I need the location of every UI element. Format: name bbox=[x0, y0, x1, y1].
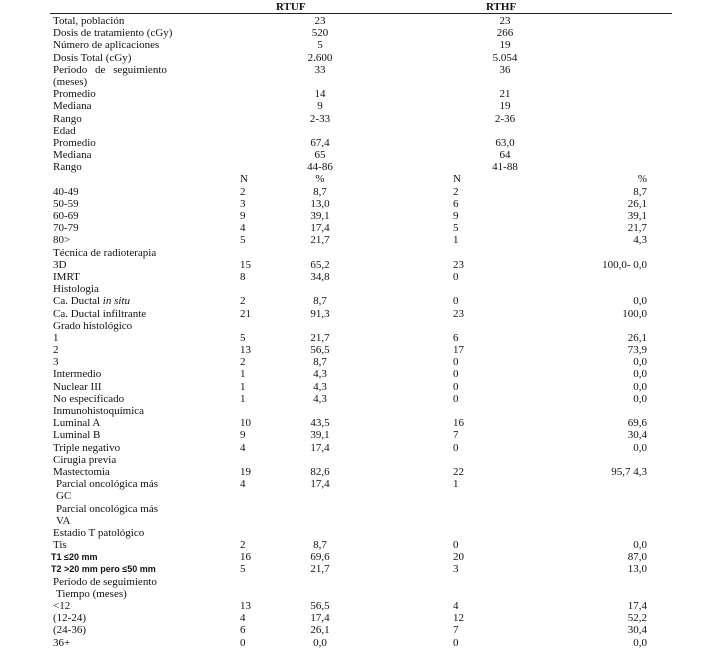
rthf-count: 17 bbox=[453, 344, 464, 357]
row-label-text: Triple negativo bbox=[53, 441, 121, 454]
row-label-text: VA bbox=[56, 514, 71, 527]
row-label bbox=[53, 15, 124, 27]
table-row bbox=[0, 173, 708, 185]
row-label-text: (meses) bbox=[53, 75, 88, 88]
row-label-text: 1 bbox=[53, 331, 59, 344]
rtuf-value: 23 bbox=[314, 15, 326, 27]
table-row bbox=[0, 442, 708, 454]
row-label bbox=[53, 637, 70, 649]
row-label bbox=[56, 503, 158, 515]
table-row bbox=[0, 295, 708, 307]
rtuf-value: 34,8 bbox=[310, 270, 330, 283]
rthf-count: 0 bbox=[453, 539, 459, 552]
rtuf-value: 26,1 bbox=[310, 624, 330, 637]
rthf-count: 5 bbox=[453, 222, 459, 235]
rthf-percent: 8,7 bbox=[633, 185, 647, 198]
rthf-count: 0 bbox=[453, 295, 459, 308]
header-rthf: RTHF bbox=[486, 1, 517, 13]
rtuf-count: 1 bbox=[240, 392, 246, 405]
rtuf-count: N bbox=[240, 173, 248, 186]
row-label bbox=[53, 52, 131, 64]
table-row bbox=[0, 429, 708, 441]
row-label-text: 60-69 bbox=[53, 210, 79, 222]
rthf-percent: 69,6 bbox=[627, 417, 647, 430]
rtuf-value: 65 bbox=[314, 149, 326, 162]
row-label bbox=[53, 454, 116, 466]
row-label-text: Rango bbox=[53, 112, 82, 125]
rthf-count: 7 bbox=[453, 429, 459, 442]
table-row bbox=[0, 27, 708, 39]
rthf-percent: 39,1 bbox=[627, 210, 647, 222]
table-row bbox=[0, 186, 708, 198]
table-row bbox=[0, 600, 708, 612]
row-label bbox=[53, 125, 76, 137]
row-label bbox=[53, 76, 87, 88]
row-label bbox=[53, 198, 79, 210]
rtuf-count: 4 bbox=[240, 441, 246, 454]
rtuf-value: 17,4 bbox=[310, 478, 330, 491]
row-label bbox=[53, 295, 130, 307]
rtuf-count: 4 bbox=[240, 222, 246, 235]
table-row bbox=[0, 271, 708, 283]
rtuf-value: 520 bbox=[311, 27, 329, 40]
rthf-value: 23 bbox=[499, 15, 511, 27]
rthf-count: 0 bbox=[453, 368, 459, 381]
table-row bbox=[0, 76, 708, 88]
table-row bbox=[0, 503, 708, 515]
rtuf-value: 8,7 bbox=[313, 356, 327, 369]
row-label bbox=[53, 539, 67, 551]
rthf-count: 0 bbox=[453, 392, 459, 405]
rthf-count: 0 bbox=[453, 356, 459, 369]
rtuf-value: 21,7 bbox=[310, 234, 330, 247]
data-table bbox=[0, 15, 708, 649]
rthf-count: 23 bbox=[453, 307, 464, 320]
rthf-count: 1 bbox=[453, 478, 459, 491]
row-label bbox=[53, 161, 82, 173]
rtuf-value: 2-33 bbox=[309, 112, 331, 125]
row-label bbox=[53, 576, 157, 588]
rtuf-count: 9 bbox=[240, 210, 246, 222]
rtuf-value: 56,5 bbox=[310, 600, 330, 612]
table-row bbox=[0, 259, 708, 271]
row-label-text: 70-79 bbox=[53, 222, 79, 235]
row-label-text: T2 >20 mm pero ≤50 mm bbox=[51, 564, 156, 575]
rthf-percent: 0,0 bbox=[633, 368, 647, 381]
rtuf-count: 5 bbox=[240, 234, 246, 247]
rtuf-count: 21 bbox=[240, 307, 251, 320]
rthf-count: 2 bbox=[453, 185, 459, 198]
rtuf-count: 19 bbox=[240, 465, 251, 478]
rtuf-count: 2 bbox=[240, 295, 246, 308]
rtuf-count: 0 bbox=[240, 636, 246, 649]
row-label-text: GC bbox=[56, 490, 72, 503]
table-row bbox=[0, 405, 708, 417]
row-label-text: Grado histológico bbox=[53, 319, 133, 332]
table-row bbox=[0, 320, 708, 332]
row-label-text: (24-36) bbox=[53, 624, 86, 637]
rtuf-value: 13,0 bbox=[310, 197, 330, 210]
rthf-percent: 100,0 bbox=[622, 307, 647, 320]
table-row bbox=[0, 624, 708, 636]
rthf-value: 2-36 bbox=[494, 112, 516, 125]
rtuf-count: 4 bbox=[240, 612, 246, 625]
table-row bbox=[0, 637, 708, 649]
row-label bbox=[53, 600, 70, 612]
row-label-text: Parcial oncológica más bbox=[56, 502, 159, 515]
row-label bbox=[56, 490, 71, 502]
rthf-count: 16 bbox=[453, 417, 464, 430]
row-label bbox=[56, 588, 127, 600]
row-label-text: <12 bbox=[53, 600, 71, 612]
row-label bbox=[53, 624, 86, 636]
rtuf-value: 4,3 bbox=[313, 368, 327, 381]
table-row bbox=[0, 332, 708, 344]
row-label-text: Número de aplicaciones bbox=[53, 39, 160, 52]
rtuf-value: 56,5 bbox=[310, 344, 330, 357]
row-label-text: Dosis de tratamiento (cGy) bbox=[53, 27, 173, 40]
table-row bbox=[0, 551, 708, 563]
row-label-text: Parcial oncológica más bbox=[56, 478, 159, 491]
row-label bbox=[53, 442, 120, 454]
row-label bbox=[53, 429, 100, 441]
row-label-text: Mastectomia bbox=[53, 465, 110, 478]
rtuf-value: 69,6 bbox=[310, 551, 330, 564]
rtuf-value: 9 bbox=[317, 100, 323, 113]
row-label bbox=[53, 137, 96, 149]
rtuf-count: 9 bbox=[240, 429, 246, 442]
rthf-percent: 13,0 bbox=[627, 563, 647, 576]
rtuf-count: 16 bbox=[240, 551, 251, 564]
row-label-text: Periodo de seguimiento bbox=[53, 63, 167, 76]
rthf-value: 36 bbox=[499, 63, 511, 76]
row-label bbox=[53, 27, 172, 39]
rthf-count: 22 bbox=[453, 465, 464, 478]
rtuf-value: 8,7 bbox=[313, 539, 327, 552]
row-label-text: Edad bbox=[53, 124, 76, 137]
rtuf-count: 1 bbox=[240, 380, 246, 393]
rtuf-value: 4,3 bbox=[313, 392, 327, 405]
table-row bbox=[0, 356, 708, 368]
table-row bbox=[0, 454, 708, 466]
table-row bbox=[0, 113, 708, 125]
row-label bbox=[51, 551, 97, 563]
table-row bbox=[0, 125, 708, 137]
rthf-percent: 26,1 bbox=[627, 197, 647, 210]
row-label bbox=[53, 417, 100, 429]
row-label-text: 40-49 bbox=[53, 185, 79, 198]
row-label-text: Luminal A bbox=[53, 417, 101, 430]
table-row bbox=[0, 64, 708, 76]
table-row bbox=[0, 15, 708, 27]
row-label bbox=[53, 100, 91, 112]
table-row bbox=[0, 161, 708, 173]
row-label bbox=[53, 344, 59, 356]
rtuf-value: 44-86 bbox=[307, 161, 333, 174]
rthf-count: 12 bbox=[453, 612, 464, 625]
table-row bbox=[0, 515, 708, 527]
row-label-text: Estadio T patológico bbox=[53, 526, 145, 539]
row-label bbox=[53, 356, 59, 368]
rthf-percent: 52,2 bbox=[627, 612, 647, 625]
table-row bbox=[0, 210, 708, 222]
row-label bbox=[53, 271, 80, 283]
rthf-count: 1 bbox=[453, 234, 459, 247]
rthf-percent: 30,4 bbox=[627, 624, 647, 637]
table-row bbox=[0, 417, 708, 429]
rthf-percent: % bbox=[637, 173, 647, 186]
rtuf-value: 65,2 bbox=[310, 258, 330, 271]
rtuf-count: 1 bbox=[240, 368, 246, 381]
table-top-rule bbox=[50, 13, 672, 14]
rthf-percent: 0,0 bbox=[633, 441, 647, 454]
row-label bbox=[53, 320, 132, 332]
row-label bbox=[53, 393, 124, 405]
rthf-value: 21 bbox=[499, 88, 511, 101]
rthf-percent: 0,0 bbox=[633, 392, 647, 405]
rthf-count: 0 bbox=[453, 270, 459, 283]
row-label-text: Ca. Ductal infiltrante bbox=[53, 307, 147, 320]
row-label-text: Promedio bbox=[53, 88, 96, 101]
rtuf-value: 17,4 bbox=[310, 612, 330, 625]
row-label-text: Cirugia previa bbox=[53, 453, 117, 466]
row-label-text: Nuclear III bbox=[53, 380, 102, 393]
rtuf-count: 8 bbox=[240, 270, 246, 283]
rthf-count: 6 bbox=[453, 197, 459, 210]
row-label-text: (12-24) bbox=[53, 612, 86, 625]
row-label bbox=[53, 259, 66, 271]
rtuf-count: 6 bbox=[240, 624, 246, 637]
table-row bbox=[0, 368, 708, 380]
rthf-percent: 0,0 bbox=[633, 295, 647, 308]
row-label bbox=[53, 283, 99, 295]
table-row bbox=[0, 539, 708, 551]
row-label bbox=[53, 368, 101, 380]
row-label-text: T1 ≤20 mm bbox=[51, 552, 98, 563]
rtuf-value: 21,7 bbox=[310, 331, 330, 344]
row-label-text: Promedio bbox=[53, 136, 96, 149]
rtuf-value: 67,4 bbox=[310, 136, 330, 149]
table-row bbox=[0, 52, 708, 64]
row-label bbox=[53, 381, 102, 393]
rthf-percent: 17,4 bbox=[627, 600, 647, 612]
rtuf-value: 8,7 bbox=[313, 295, 327, 308]
rthf-count: 0 bbox=[453, 636, 459, 649]
row-label bbox=[53, 113, 82, 125]
row-label-text: IMRT bbox=[53, 270, 80, 283]
row-label bbox=[51, 563, 156, 575]
row-label-text: 80> bbox=[53, 234, 71, 247]
rtuf-count: 4 bbox=[240, 478, 246, 491]
rtuf-count: 13 bbox=[240, 600, 251, 612]
rthf-percent: 0,0 bbox=[633, 539, 647, 552]
row-label-text: Tis bbox=[53, 539, 67, 552]
table-row bbox=[0, 563, 708, 575]
table-row bbox=[0, 198, 708, 210]
rtuf-count: 5 bbox=[240, 563, 246, 576]
row-label-text: Tiempo (meses) bbox=[56, 587, 127, 600]
row-label bbox=[53, 234, 70, 246]
rthf-percent: 87,0 bbox=[627, 551, 647, 564]
rthf-percent: 30,4 bbox=[627, 429, 647, 442]
row-label bbox=[53, 149, 91, 161]
row-label-text: 50-59 bbox=[53, 197, 79, 210]
row-label-italic: in situ bbox=[102, 295, 130, 308]
row-label-text: 2 bbox=[53, 344, 59, 357]
rthf-count: 0 bbox=[453, 380, 459, 393]
rthf-count: 20 bbox=[453, 551, 464, 564]
table-row bbox=[0, 344, 708, 356]
rthf-value: 41-88 bbox=[492, 161, 518, 174]
rthf-percent: 26,1 bbox=[627, 331, 647, 344]
row-label-text: Luminal B bbox=[53, 429, 101, 442]
rtuf-value: 33 bbox=[314, 63, 326, 76]
rthf-value: 19 bbox=[499, 39, 511, 52]
row-label bbox=[53, 527, 144, 539]
table-row bbox=[0, 88, 708, 100]
table-row bbox=[0, 247, 708, 259]
rtuf-count: 3 bbox=[240, 197, 246, 210]
rtuf-value: 21,7 bbox=[310, 563, 330, 576]
rtuf-value: 8,7 bbox=[313, 185, 327, 198]
row-label-text: Histologia bbox=[53, 283, 99, 296]
table-row bbox=[0, 527, 708, 539]
rthf-value: 19 bbox=[499, 100, 511, 113]
row-label-text: Técnica de radioterapia bbox=[53, 246, 157, 259]
rtuf-value: 91,3 bbox=[310, 307, 330, 320]
row-label-text: 3D bbox=[53, 258, 67, 271]
rthf-count: N bbox=[453, 173, 461, 186]
rtuf-value: 4,3 bbox=[313, 380, 327, 393]
rtuf-value: 39,1 bbox=[310, 429, 330, 442]
rtuf-count: 2 bbox=[240, 539, 246, 552]
rtuf-value: 17,4 bbox=[310, 441, 330, 454]
row-label-text: 3 bbox=[53, 356, 59, 369]
table-row bbox=[0, 576, 708, 588]
table-row bbox=[0, 308, 708, 320]
rthf-percent: 95,7 4,3 bbox=[611, 465, 647, 478]
row-label-text: Mediana bbox=[53, 100, 92, 113]
row-label-text: No especificado bbox=[53, 392, 125, 405]
table-row bbox=[0, 283, 708, 295]
rthf-percent: 0,0 bbox=[633, 636, 647, 649]
rtuf-value: 0,0 bbox=[313, 636, 327, 649]
rthf-count: 9 bbox=[453, 210, 459, 222]
row-label bbox=[53, 64, 167, 76]
rtuf-value: 82,6 bbox=[310, 465, 330, 478]
row-label-text: Rango bbox=[53, 161, 82, 174]
row-label bbox=[53, 332, 59, 344]
rtuf-count: 15 bbox=[240, 258, 251, 271]
rthf-value: 5.054 bbox=[492, 51, 518, 64]
table-row bbox=[0, 612, 708, 624]
rtuf-count: 13 bbox=[240, 344, 251, 357]
row-label-text: Periodo de seguimiento bbox=[53, 575, 157, 588]
table-row bbox=[0, 490, 708, 502]
row-label bbox=[53, 222, 79, 234]
row-label-text: Total, población bbox=[53, 15, 125, 27]
rtuf-value: 5 bbox=[317, 39, 323, 52]
row-label-text: Ca. Ductal bbox=[53, 295, 103, 308]
rthf-count: 6 bbox=[453, 331, 459, 344]
table-row bbox=[0, 39, 708, 51]
rthf-percent: 21,7 bbox=[627, 222, 647, 235]
rtuf-count: 5 bbox=[240, 331, 246, 344]
table-row bbox=[0, 466, 708, 478]
rtuf-count: 2 bbox=[240, 356, 246, 369]
row-label bbox=[53, 210, 79, 222]
table-row bbox=[0, 100, 708, 112]
row-label bbox=[56, 478, 158, 490]
table-row bbox=[0, 149, 708, 161]
rthf-percent: 73,9 bbox=[627, 344, 647, 357]
rthf-count: 3 bbox=[453, 563, 459, 576]
row-label-text: Inmunohistoquímica bbox=[53, 405, 145, 417]
rthf-percent: 100,0- 0,0 bbox=[602, 258, 647, 271]
rthf-value: 63,0 bbox=[495, 136, 515, 149]
header-rtuf: RTUF bbox=[276, 1, 306, 13]
rthf-value: 266 bbox=[496, 27, 514, 40]
row-label bbox=[53, 308, 146, 320]
row-label bbox=[53, 39, 159, 51]
rthf-count: 7 bbox=[453, 624, 459, 637]
table-row bbox=[0, 478, 708, 490]
rtuf-value: 39,1 bbox=[310, 210, 330, 222]
row-label-text: Mediana bbox=[53, 149, 92, 162]
rthf-count: 23 bbox=[453, 258, 464, 271]
row-label-text: Dosis Total (cGy) bbox=[53, 51, 132, 64]
table-row bbox=[0, 234, 708, 246]
rtuf-count: 10 bbox=[240, 417, 251, 430]
rtuf-value: 17,4 bbox=[310, 222, 330, 235]
row-label bbox=[53, 612, 86, 624]
rthf-percent: 0,0 bbox=[633, 380, 647, 393]
row-label bbox=[53, 466, 110, 478]
row-label-text: 36+ bbox=[53, 636, 71, 649]
rtuf-value: 14 bbox=[314, 88, 326, 101]
rthf-value: 64 bbox=[499, 149, 511, 162]
rtuf-value: 2.600 bbox=[307, 51, 333, 64]
row-label bbox=[53, 247, 156, 259]
rthf-percent: 0,0 bbox=[633, 356, 647, 369]
rthf-percent: 4,3 bbox=[633, 234, 647, 247]
table-row bbox=[0, 381, 708, 393]
rtuf-count: 2 bbox=[240, 185, 246, 198]
table-row bbox=[0, 393, 708, 405]
row-label bbox=[56, 515, 70, 527]
rthf-count: 0 bbox=[453, 441, 459, 454]
row-label-text: Intermedio bbox=[53, 368, 102, 381]
row-label bbox=[53, 88, 96, 100]
table-row bbox=[0, 137, 708, 149]
table-row bbox=[0, 222, 708, 234]
rtuf-value: % bbox=[315, 173, 325, 186]
rthf-count: 4 bbox=[453, 600, 459, 612]
rtuf-value: 43,5 bbox=[310, 417, 330, 430]
row-label bbox=[53, 405, 144, 417]
row-label bbox=[53, 186, 79, 198]
table-row bbox=[0, 588, 708, 600]
